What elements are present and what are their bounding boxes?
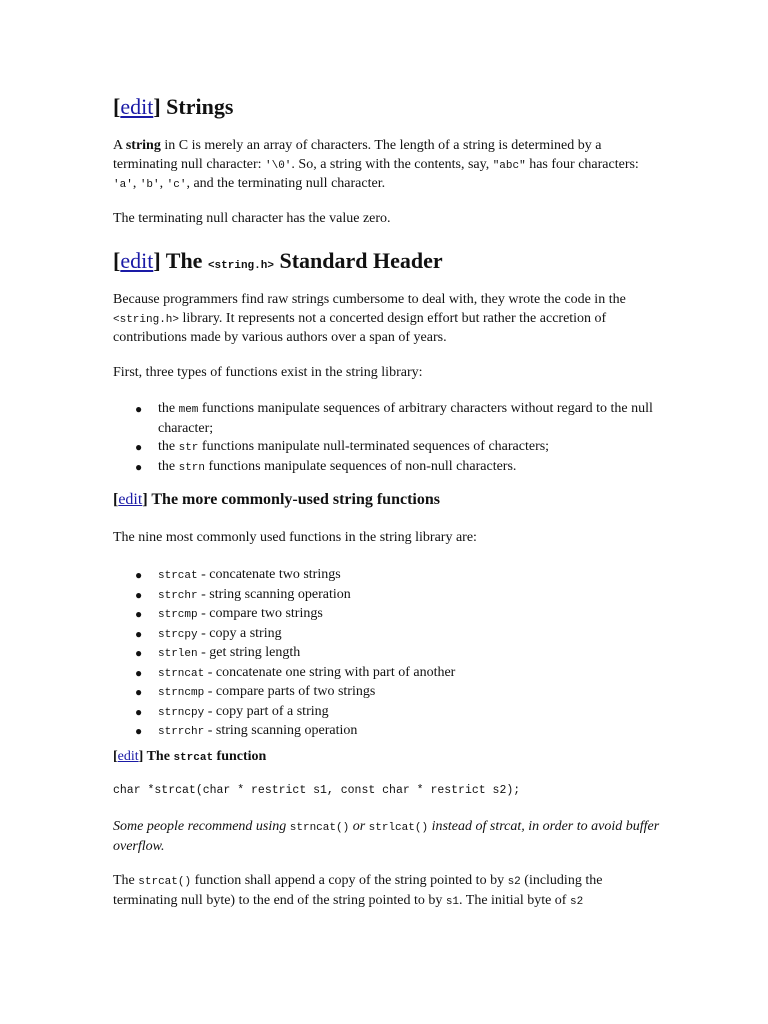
text: The more commonly-used string functions bbox=[151, 491, 440, 508]
strcat-description bbox=[113, 872, 661, 911]
list-item bbox=[113, 664, 661, 684]
list-item bbox=[113, 586, 661, 606]
heading-strings-title: Strings bbox=[166, 94, 234, 119]
text: Standard Header bbox=[273, 248, 443, 273]
function-name: strcpy bbox=[158, 628, 198, 641]
code-string-h-inline: <string.h> bbox=[113, 313, 180, 326]
list-item bbox=[113, 625, 661, 645]
code-strncat: strncat() bbox=[289, 822, 350, 834]
function-name: strncat bbox=[158, 667, 205, 680]
code-strlcat: strlcat() bbox=[368, 822, 429, 834]
bullet-icon: ● bbox=[135, 607, 143, 621]
code-mem: mem bbox=[178, 404, 199, 416]
text: , bbox=[132, 176, 140, 191]
bullet-icon: ● bbox=[135, 402, 143, 416]
bullet-icon: ● bbox=[135, 587, 143, 602]
list-item bbox=[113, 438, 661, 458]
function-desc: - concatenate two strings bbox=[197, 567, 341, 582]
text: function shall append a copy of the string pointed to by bbox=[191, 873, 508, 888]
strings-paragraph-1 bbox=[113, 137, 658, 195]
text: functions manipulate sequences of arbitrary characters without regard to the null character; bbox=[158, 401, 653, 436]
text: the bbox=[158, 439, 179, 454]
bold-term-string: string bbox=[125, 138, 161, 153]
bullet-icon: ● bbox=[135, 724, 143, 738]
text: , and the terminating null character. bbox=[186, 176, 386, 191]
text: functions manipulate null-terminated sequences of characters; bbox=[198, 439, 550, 454]
heading-string-h: [edit] The <string.h> Standard Header bbox=[113, 248, 443, 273]
function-types-list bbox=[113, 400, 661, 477]
function-desc: - compare two strings bbox=[197, 606, 323, 621]
list-item bbox=[113, 400, 661, 438]
code-strn: strn bbox=[178, 461, 206, 474]
strcat-note bbox=[113, 818, 661, 856]
text: instead of strcat, in order to avoid buffer overflow. bbox=[113, 819, 660, 854]
code-a: 'a' bbox=[113, 179, 133, 191]
bullet-icon: ● bbox=[135, 459, 143, 474]
heading-strcat: [edit] The strcat function bbox=[113, 749, 267, 764]
function-desc: - compare parts of two strings bbox=[204, 684, 376, 699]
code-c: 'c' bbox=[166, 179, 187, 191]
common-functions-intro: The nine most commonly used functions in the string library are: bbox=[113, 530, 477, 545]
text: , bbox=[159, 176, 167, 191]
heading-common-functions: [edit] The more commonly-used string functions bbox=[113, 491, 440, 508]
text: the bbox=[158, 401, 179, 416]
function-name: strchr bbox=[158, 589, 198, 602]
strings-paragraph-2: The terminating null character has the value zero. bbox=[113, 211, 391, 226]
text: the bbox=[158, 458, 179, 474]
code-s2: s2 bbox=[569, 895, 584, 908]
code-abc: "abc" bbox=[492, 159, 526, 172]
function-name: strncpy bbox=[158, 706, 205, 719]
text: in C is merely an array of characters. The length of a string is determined by a terminating null character: bbox=[113, 138, 602, 172]
code-s2: s2 bbox=[507, 876, 521, 888]
text: (including the terminating null byte) to the end of the string pointed to by bbox=[113, 873, 603, 908]
text: Some people recommend using bbox=[113, 819, 290, 834]
strcat-signature: char *strcat(char * restrict s1, const char * restrict s2); bbox=[113, 784, 521, 797]
text: has four characters: bbox=[525, 156, 639, 172]
function-desc: - copy part of a string bbox=[204, 703, 329, 719]
code-b: 'b' bbox=[139, 179, 160, 191]
list-item bbox=[113, 644, 661, 664]
bullet-icon: ● bbox=[135, 704, 143, 719]
text: functions manipulate sequences of non-null characters. bbox=[205, 458, 517, 474]
function-name: strncmp bbox=[158, 687, 205, 699]
function-name: strcat bbox=[158, 570, 198, 582]
list-item bbox=[113, 458, 661, 478]
header-paragraph-2: First, three types of functions exist in the string library: bbox=[113, 365, 423, 380]
code-strcat-call: strcat() bbox=[138, 876, 192, 888]
list-item bbox=[113, 566, 661, 586]
code-s1: s1 bbox=[445, 895, 460, 908]
function-name: strcmp bbox=[158, 609, 198, 621]
text: A bbox=[113, 138, 126, 153]
bullet-icon: ● bbox=[135, 626, 143, 641]
bullet-icon: ● bbox=[135, 440, 143, 454]
text: function bbox=[213, 749, 267, 764]
text: library. It represents not a concerted design effort but rather the accretion of contributions made by various authors over a span of years. bbox=[113, 310, 607, 345]
text: or bbox=[349, 819, 369, 834]
text: The bbox=[165, 248, 208, 273]
function-name: strlen bbox=[158, 648, 198, 660]
list-item bbox=[113, 683, 661, 703]
common-functions-list bbox=[113, 566, 661, 742]
bullet-icon: ● bbox=[135, 685, 143, 699]
edit-link-string-h[interactable]: edit bbox=[120, 248, 154, 273]
function-desc: - string scanning operation bbox=[204, 723, 358, 738]
function-desc: - concatenate one string with part of another bbox=[204, 664, 456, 680]
text: The bbox=[146, 749, 174, 764]
header-paragraph-1 bbox=[113, 291, 661, 348]
heading-strings: [edit] Strings bbox=[113, 94, 234, 119]
list-item bbox=[113, 722, 661, 742]
text: . So, a string with the contents, say, bbox=[291, 156, 493, 172]
text: Because programmers find raw strings cumbersome to deal with, they wrote the code in the bbox=[113, 292, 626, 307]
list-item bbox=[113, 605, 661, 625]
code-strcat: strcat bbox=[173, 752, 214, 764]
edit-link-strcat[interactable]: edit bbox=[117, 749, 139, 764]
function-desc: - get string length bbox=[197, 645, 301, 660]
edit-link-common-functions[interactable]: edit bbox=[118, 491, 143, 508]
bullet-icon: ● bbox=[135, 646, 143, 660]
function-name: strrchr bbox=[158, 726, 205, 738]
edit-link-strings[interactable]: edit bbox=[120, 94, 154, 119]
code-string-h: <string.h> bbox=[207, 260, 274, 272]
text: . The initial byte of bbox=[459, 892, 570, 908]
bullet-icon: ● bbox=[135, 568, 143, 582]
list-item bbox=[113, 703, 661, 723]
function-desc: - string scanning operation bbox=[197, 586, 351, 602]
code-null-char: '\0' bbox=[265, 159, 292, 172]
function-desc: - copy a string bbox=[197, 625, 282, 641]
text: The bbox=[113, 873, 139, 888]
code-str: str bbox=[178, 442, 199, 454]
bullet-icon: ● bbox=[135, 665, 143, 680]
